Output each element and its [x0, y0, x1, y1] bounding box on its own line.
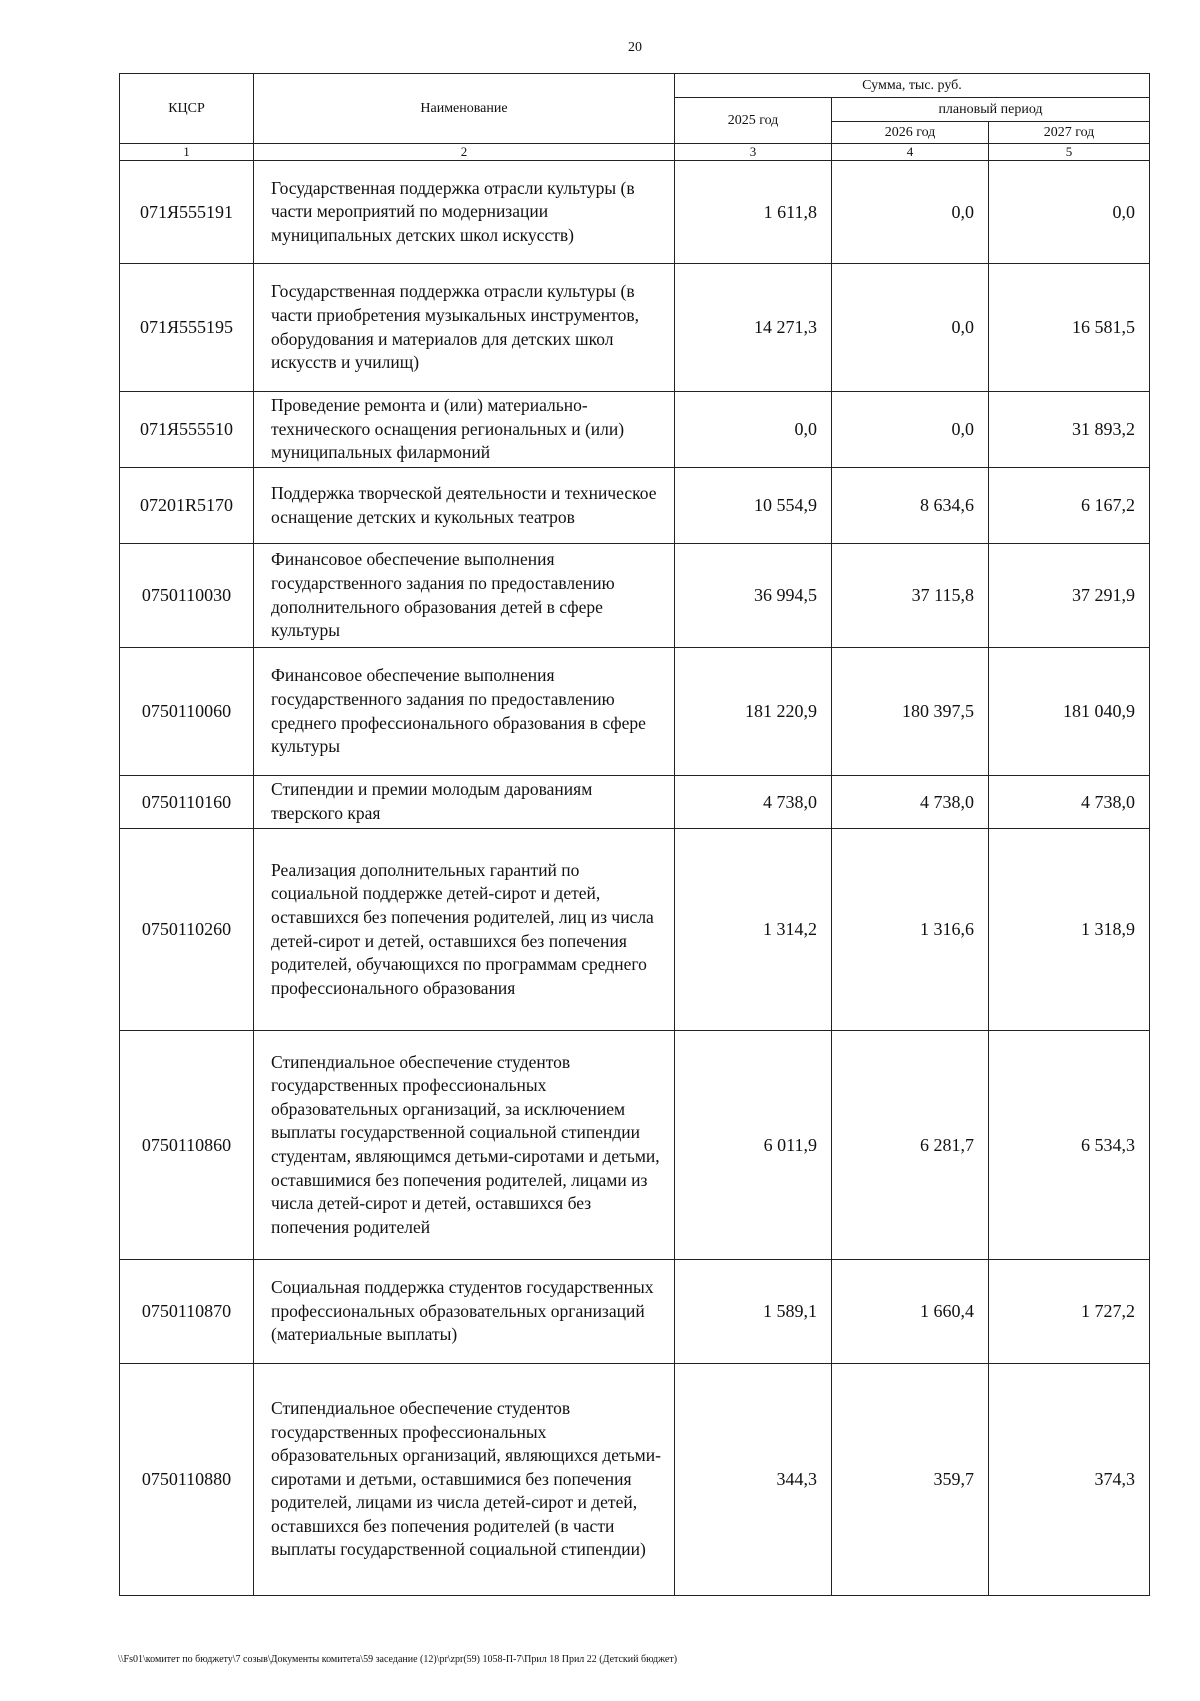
row-name: Стипендиальное обеспечение студентов государственных профессиональных образовательных организаций, являющихся детьми-сиротами и детьми, оставшимися без попечения родителей, лицами из числа детей-сирот и детей, оставшихся без попечения родителей (в части выплаты государственной социальной стипендии): [254, 1364, 675, 1596]
row-value-2026: 6 281,7: [832, 1031, 989, 1260]
row-value-2025: 10 554,9: [675, 468, 832, 544]
row-value-2025: 14 271,3: [675, 264, 832, 392]
row-value-2026: 1 316,6: [832, 829, 989, 1031]
row-value-2026: 0,0: [832, 264, 989, 392]
row-value-2026: 1 660,4: [832, 1260, 989, 1364]
row-value-2027: 4 738,0: [989, 776, 1150, 829]
row-value-2027: 6 167,2: [989, 468, 1150, 544]
table-header: [120, 74, 1150, 161]
row-name: Государственная поддержка отрасли культуры (в части мероприятий по модернизации муниципальных детских школ искусств): [254, 161, 675, 264]
table-row: [120, 468, 1150, 544]
table-row: [120, 1260, 1150, 1364]
header-year-2026: 2026 год: [832, 122, 989, 144]
table-row: [120, 161, 1150, 264]
row-name: Стипендиальное обеспечение студентов государственных профессиональных образовательных организаций, за исключением выплаты государственной социальной стипендии студентам, являющимся детьми-сиротами и детьми, оставшимися без попечения родителей, лицами из числа детей-сирот и детей, оставшихся без попечения родителей: [254, 1031, 675, 1260]
table-row: [120, 648, 1150, 776]
row-code: 07201R5170: [120, 468, 254, 544]
table-row: [120, 392, 1150, 468]
budget-table: [119, 73, 1150, 1596]
row-name: Государственная поддержка отрасли культуры (в части приобретения музыкальных инструментов, оборудования и материалов для детских школ искусств и училищ): [254, 264, 675, 392]
row-value-2026: 0,0: [832, 161, 989, 264]
row-value-2025: 36 994,5: [675, 544, 832, 648]
table-row: [120, 776, 1150, 829]
row-value-2026: 8 634,6: [832, 468, 989, 544]
header-code: КЦСР: [120, 74, 254, 144]
footer-file-path: \\Fs01\комитет по бюджету\7 созыв\Документы комитета\59 заседание (12)\pr\zpr(59) 1058-П-7\Прил 18 Прил 22 (Детский бюджет): [118, 1654, 678, 1665]
row-value-2027: 6 534,3: [989, 1031, 1150, 1260]
row-value-2027: 16 581,5: [989, 264, 1150, 392]
header-year-2025: 2025 год: [675, 98, 832, 144]
row-value-2025: 181 220,9: [675, 648, 832, 776]
row-code: 0750110260: [120, 829, 254, 1031]
row-value-2027: 181 040,9: [989, 648, 1150, 776]
row-code: 0750110870: [120, 1260, 254, 1364]
row-name: Проведение ремонта и (или) материально-технического оснащения региональных и (или) муниципальных филармоний: [254, 392, 675, 468]
row-code: 0750110060: [120, 648, 254, 776]
row-code: 0750110160: [120, 776, 254, 829]
column-number: 5: [989, 144, 1150, 161]
row-value-2027: 31 893,2: [989, 392, 1150, 468]
row-name: Поддержка творческой деятельности и техническое оснащение детских и кукольных театров: [254, 468, 675, 544]
table-row: [120, 1364, 1150, 1596]
table-row: [120, 1031, 1150, 1260]
row-value-2026: 37 115,8: [832, 544, 989, 648]
row-code: 0750110860: [120, 1031, 254, 1260]
row-value-2027: 1 318,9: [989, 829, 1150, 1031]
row-value-2026: 180 397,5: [832, 648, 989, 776]
row-value-2027: 1 727,2: [989, 1260, 1150, 1364]
row-value-2025: 1 589,1: [675, 1260, 832, 1364]
row-code: 0750110880: [120, 1364, 254, 1596]
row-value-2025: 1 314,2: [675, 829, 832, 1031]
row-code: 071Я555191: [120, 161, 254, 264]
row-name: Финансовое обеспечение выполнения государственного задания по предоставлению дополнительного образования детей в сфере культуры: [254, 544, 675, 648]
column-number: 1: [120, 144, 254, 161]
column-number: 2: [254, 144, 675, 161]
table-row: [120, 264, 1150, 392]
row-value-2027: 374,3: [989, 1364, 1150, 1596]
column-number: 4: [832, 144, 989, 161]
header-sum: Сумма, тыс. руб.: [675, 74, 1150, 98]
header-year-2027: 2027 год: [989, 122, 1150, 144]
row-value-2026: 359,7: [832, 1364, 989, 1596]
column-number-row: [120, 144, 1150, 161]
row-value-2027: 0,0: [989, 161, 1150, 264]
row-value-2027: 37 291,9: [989, 544, 1150, 648]
row-value-2025: 0,0: [675, 392, 832, 468]
row-value-2025: 1 611,8: [675, 161, 832, 264]
row-name: Реализация дополнительных гарантий по социальной поддержке детей-сирот и детей, оставшихся без попечения родителей, лиц из числа детей-сирот и детей, оставшихся без попечения родителей, обучающихся по программам среднего профессионального образования: [254, 829, 675, 1031]
table-row: [120, 544, 1150, 648]
row-code: 071Я555510: [120, 392, 254, 468]
page-number: 20: [628, 40, 642, 55]
row-value-2025: 4 738,0: [675, 776, 832, 829]
row-code: 071Я555195: [120, 264, 254, 392]
row-value-2026: 0,0: [832, 392, 989, 468]
header-planned-period: плановый период: [832, 98, 1150, 122]
header-name: Наименование: [254, 74, 675, 144]
row-name: Социальная поддержка студентов государственных профессиональных образовательных организаций (материальные выплаты): [254, 1260, 675, 1364]
table-row: [120, 829, 1150, 1031]
row-name: Финансовое обеспечение выполнения государственного задания по предоставлению среднего профессионального образования в сфере культуры: [254, 648, 675, 776]
row-name: Стипендии и премии молодым дарованиям тверского края: [254, 776, 675, 829]
row-value-2025: 6 011,9: [675, 1031, 832, 1260]
row-code: 0750110030: [120, 544, 254, 648]
column-number: 3: [675, 144, 832, 161]
row-value-2025: 344,3: [675, 1364, 832, 1596]
row-value-2026: 4 738,0: [832, 776, 989, 829]
